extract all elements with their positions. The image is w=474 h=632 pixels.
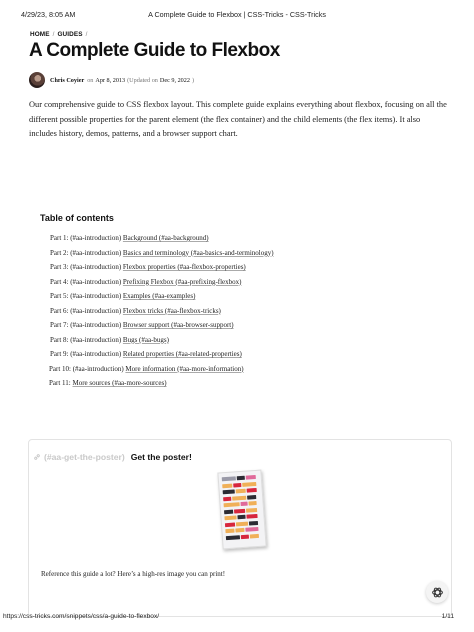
print-page-number: 1/11 — [441, 613, 454, 620]
toc-item[interactable] — [50, 318, 274, 333]
byline-on: on — [87, 76, 94, 84]
toc-item[interactable] — [50, 260, 274, 275]
print-url: https://css-tricks.com/snippets/css/a-guide-to-flexbox/ — [3, 613, 160, 620]
print-header — [0, 10, 474, 24]
toc-item[interactable] — [50, 289, 274, 304]
flexbox-poster-image[interactable] — [217, 470, 266, 550]
toc-item[interactable] — [50, 231, 274, 246]
toc-item[interactable] — [50, 304, 274, 319]
toc-item-prefix: Part 1: (#aa-introduction) — [50, 234, 123, 242]
toc-item[interactable] — [50, 275, 274, 290]
toc-item-prefix: Part 4: (#aa-introduction) — [50, 277, 123, 286]
toc-item-prefix: Part 5: (#aa-introduction) — [50, 292, 123, 300]
poster-card — [28, 439, 452, 617]
toc-item[interactable] — [50, 246, 274, 261]
toc-item-prefix: Part 7: (#aa-introduction) — [50, 321, 123, 329]
byline — [29, 71, 194, 89]
poster-description: Reference this guide a lot? Here’s a high-res image you can print! — [41, 570, 226, 578]
toc-item-link[interactable]: Examples (#aa-examples) — [122, 292, 196, 300]
toc-item-link[interactable]: Bugs (#aa-bugs) — [122, 335, 169, 344]
print-footer — [0, 613, 474, 625]
print-date: 4/29/23, 8:05 AM — [21, 10, 76, 19]
toc-item-link[interactable]: Related properties (#aa-related-properties) — [122, 350, 242, 358]
toc-item-prefix: Part 11: — [49, 379, 73, 387]
author-name-link[interactable]: Chris Coyier — [50, 76, 85, 84]
breadcrumb — [30, 31, 87, 38]
toc-item-link[interactable]: Browser support (#aa-browser-support) — [122, 321, 234, 329]
toc-item-link[interactable]: Background (#aa-background) — [122, 234, 209, 242]
toc-item-prefix: Part 6: (#aa-introduction) — [50, 306, 123, 315]
poster-title: Get the poster! — [130, 452, 192, 462]
toc-list — [50, 231, 274, 391]
toc-item[interactable] — [50, 347, 274, 362]
toc-item-link[interactable]: More information (#aa-more-information) — [125, 364, 244, 373]
link-icon[interactable] — [33, 453, 41, 461]
toc-item-prefix: Part 2: (#aa-introduction) — [50, 248, 123, 257]
breadcrumb-guides-link[interactable]: GUIDES — [57, 31, 83, 38]
toc-item[interactable] — [50, 333, 274, 348]
breadcrumb-separator: / — [52, 31, 55, 38]
article-intro: Our comprehensive guide to CSS flexbox layout. This complete guide explains everything about flexbox, focusing on all the different possible properties for the parent element (the flex container) and the child elements (the flex items). It also includes history, demos, patterns, and a browser support chart. — [29, 100, 447, 139]
toc-item-prefix: Part 8: (#aa-introduction) — [50, 335, 123, 344]
chatgpt-assistant-button[interactable] — [426, 581, 448, 603]
published-date: Apr 8, 2013 — [95, 76, 126, 84]
toc-item-prefix: Part 10: (#aa-introduction) — [49, 364, 126, 373]
toc-item-prefix: Part 9: (#aa-introduction) — [50, 350, 123, 358]
poster-anchor-link[interactable]: (#aa-get-the-poster) — [44, 452, 125, 462]
breadcrumb-home-link[interactable]: HOME — [30, 31, 50, 38]
toc-item-link[interactable]: Flexbox tricks (#aa-flexbox-tricks) — [122, 306, 221, 315]
author-avatar[interactable] — [29, 72, 45, 88]
page-title: A Complete Guide to Flexbox — [29, 40, 280, 61]
poster-heading — [33, 452, 192, 462]
updated-close: ) — [191, 76, 195, 84]
updated-label: (Updated on — [127, 76, 158, 84]
toc-title: Table of contents — [40, 213, 114, 223]
toc-item-link[interactable]: Basics and terminology (#aa-basics-and-terminology) — [122, 248, 274, 257]
toc-item-link[interactable]: More sources (#aa-more-sources) — [72, 379, 167, 387]
toc-item-link[interactable]: Prefixing Flexbox (#aa-prefixing-flexbox) — [122, 277, 242, 286]
toc-item-prefix: Part 3: (#aa-introduction) — [50, 263, 123, 271]
breadcrumb-separator: / — [85, 31, 88, 38]
toc-item[interactable] — [49, 376, 274, 391]
print-page-title: A Complete Guide to Flexbox | CSS-Tricks - CSS-Tricks — [148, 10, 326, 19]
chatgpt-icon — [431, 586, 444, 599]
toc-item[interactable] — [49, 362, 274, 377]
updated-date: Dec 9, 2022 — [159, 76, 190, 84]
toc-item-link[interactable]: Flexbox properties (#aa-flexbox-properties) — [122, 263, 246, 271]
